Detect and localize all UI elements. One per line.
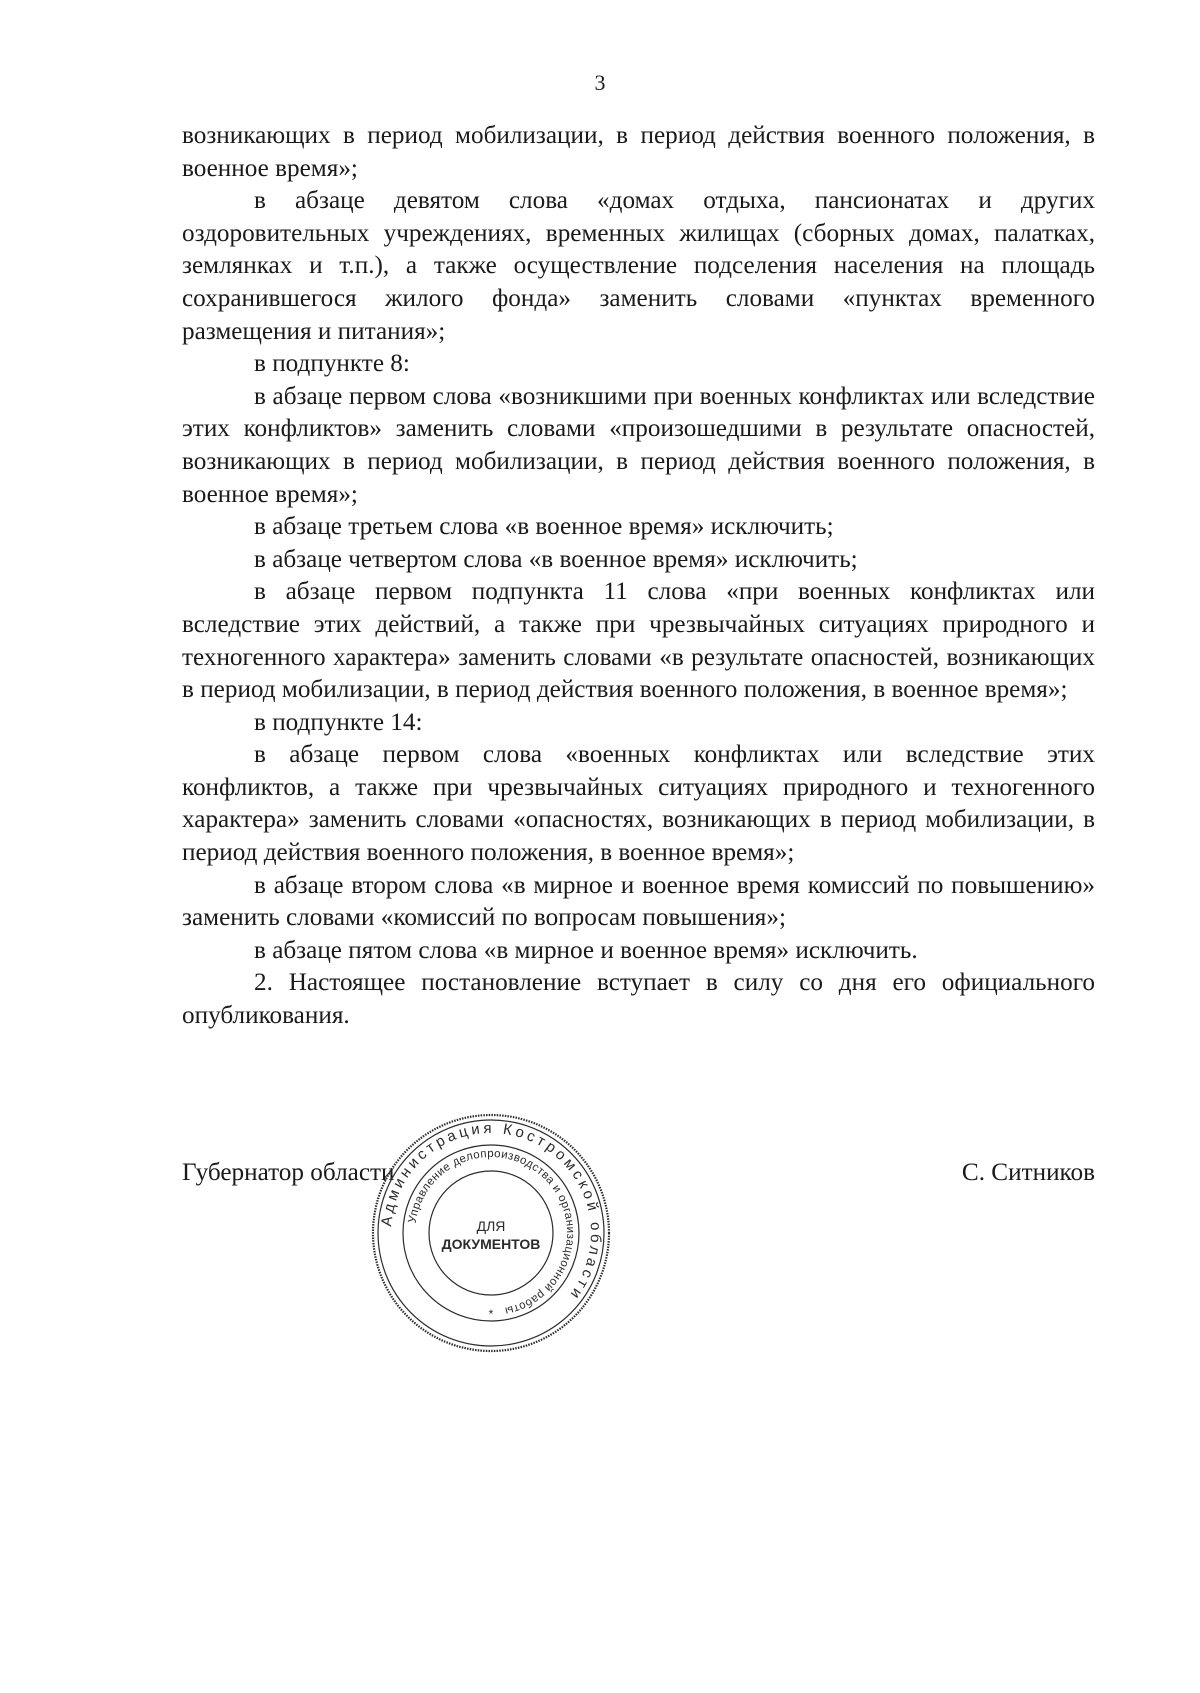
paragraph: в подпункте 8:	[254, 350, 410, 378]
paragraph: в абзаце первом слова «возникшими при военных конфликтах или вследствие этих конфликтов» заменить словами «произошедшими в результате опасностей, возникающих в период мобилизации, в период действия военного положения, в военное время»;	[182, 382, 1095, 508]
seal-center-line-1: ДЛЯ	[476, 1218, 506, 1234]
seal-star-icon: *	[488, 1307, 494, 1321]
paragraph: в абзаце первом подпункта 11 слова «при военных конфликтах или вследствие этих действий, а также при чрезвычайных ситуациях природного и техногенного характера» заменить словами «в результате опасностей, возникающих в период мобилизации, в период действия военного положения, в военное время»;	[182, 578, 1095, 704]
seal-center-line-2: ДОКУМЕНТОВ	[441, 1236, 541, 1252]
signatory-name: С. Ситников	[961, 1159, 1095, 1186]
paragraph: в абзаце первом слова «военных конфликтах или вследствие этих конфликтов, а также при чрезвычайных ситуациях природного и техногенного характера» заменить словами «опасностях, возникающих в период мобилизации, в период действия военного положения, в военное время»;	[182, 741, 1095, 867]
seal-outer-text: Администрация Костромской области	[378, 1119, 605, 1305]
paragraph: в абзаце третьем слова «в военное время» исключить;	[254, 513, 834, 541]
paragraph: в абзаце девятом слова «домах отдыха, пансионатах и других оздоровительных учреждениях, временных жилищах (сборных домах, палатках, землянках и т.п.), а также осуществление подселения населения на площадь сохранившегося жилого фонда» заменить словами «пунктах временного размещения и питания»;	[182, 187, 1095, 345]
document-body	[182, 120, 1095, 1033]
page-number: 3	[594, 70, 606, 95]
paragraph: в абзаце пятом слова «в мирное и военное время» исключить.	[254, 936, 918, 964]
seal-inner-text: Управление делопроизводства и организационной работы	[406, 1147, 577, 1317]
paragraph: в абзаце втором слова «в мирное и военное время комиссий по повышению» заменить словами «комиссий по вопросам повышения»;	[182, 871, 1095, 932]
paragraph: в подпункте 14:	[254, 708, 423, 736]
signatory-position: Губернатор области	[182, 1159, 395, 1186]
official-seal-stamp	[366, 1108, 616, 1358]
paragraph: в абзаце четвертом слова «в военное время» исключить;	[254, 545, 858, 573]
paragraph: 2. Настоящее постановление вступает в силу со дня его официального опубликования.	[182, 969, 1095, 1030]
paragraph: возникающих в период мобилизации, в период действия военного положения, в военное время»;	[182, 122, 1095, 182]
seal-svg	[366, 1108, 616, 1358]
